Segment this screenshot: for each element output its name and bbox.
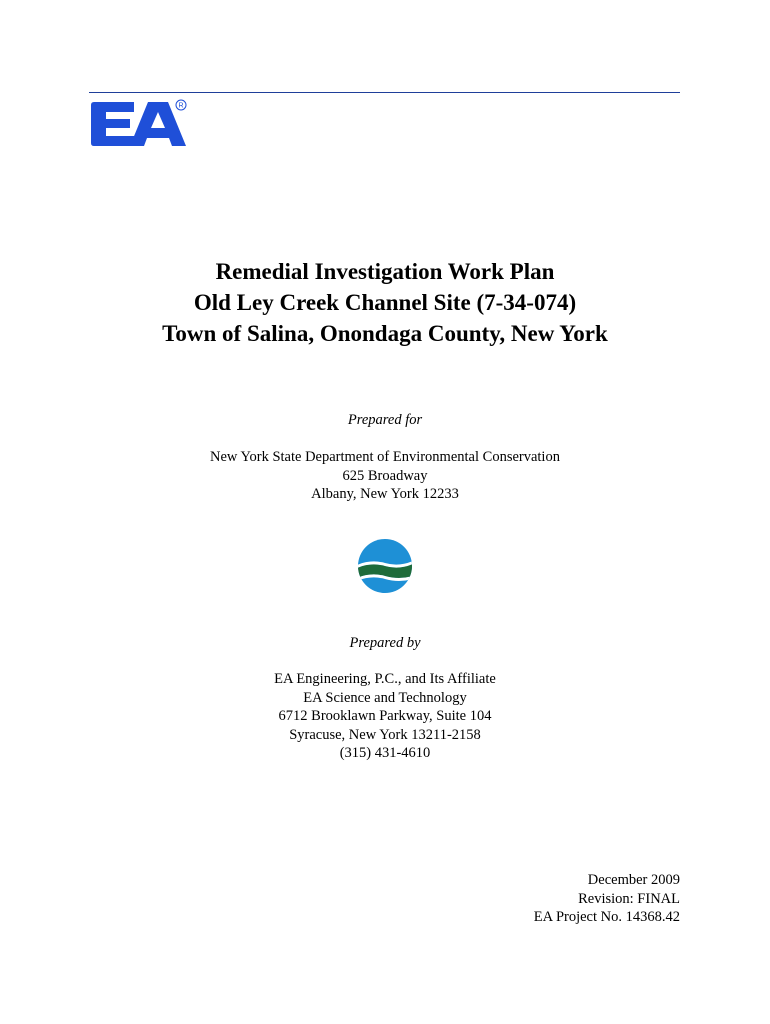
client-organization: New York State Department of Environmental Conservation — [210, 449, 560, 465]
preparer-city: Syracuse, New York 13211-2158 — [289, 726, 481, 743]
preparer-address — [0, 670, 770, 763]
document-title — [0, 256, 770, 349]
document-revision: Revision: FINAL — [578, 890, 680, 907]
client-city: Albany, New York 12233 — [311, 486, 459, 502]
preparer-company: EA Engineering, P.C., and Its Affiliate — [274, 671, 496, 687]
document-date: December 2009 — [587, 872, 680, 888]
preparer-street: 6712 Brooklawn Parkway, Suite 104 — [278, 708, 492, 724]
title-line-3: Town of Salina, Onondaga County, New York — [162, 321, 608, 346]
title-line-1: Remedial Investigation Work Plan — [215, 259, 555, 284]
client-address — [0, 448, 770, 504]
preparer-phone: (315) 431-4610 — [339, 745, 431, 761]
header-rule — [89, 92, 680, 93]
prepared-by-label: Prepared by — [349, 635, 421, 651]
preparer-affiliate: EA Science and Technology — [303, 689, 467, 706]
ea-logo-icon — [90, 98, 190, 150]
nysdec-logo-icon — [357, 538, 413, 594]
project-number: EA Project No. 14368.42 — [533, 909, 680, 925]
svg-text:R: R — [178, 102, 184, 110]
title-line-2: Old Ley Creek Channel Site (7-34-074) — [193, 290, 577, 315]
document-meta — [534, 871, 680, 927]
prepared-for-label: Prepared for — [347, 412, 423, 428]
client-street: 625 Broadway — [342, 467, 428, 484]
